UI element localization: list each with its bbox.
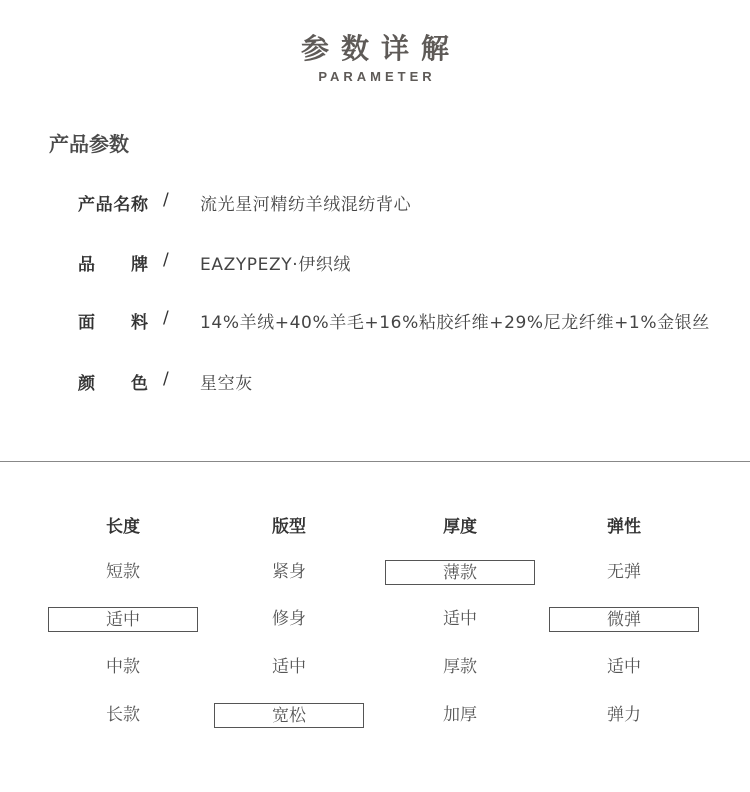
param-value: 流光星河精纺羊绒混纺背心: [200, 195, 412, 215]
attribute-option: 修身: [272, 609, 306, 629]
page-subtitle: PARAMETER: [318, 69, 436, 84]
attribute-option-selected: 适中: [48, 607, 198, 632]
attribute-header: 长度: [106, 517, 140, 537]
param-label-char: 称: [130, 195, 148, 215]
attribute-option: 加厚: [443, 705, 477, 725]
param-value: EAZYPEZY·伊织绒: [200, 255, 352, 275]
param-label-char: 品: [95, 195, 113, 215]
param-separator: /: [163, 369, 169, 389]
param-label-char: 料: [131, 313, 148, 333]
param-label-char: 产: [78, 195, 95, 215]
attribute-option: 适中: [607, 657, 641, 677]
param-label-char: 名: [113, 195, 131, 215]
param-row: [78, 369, 750, 393]
attribute-option-selected: 宽松: [214, 703, 364, 728]
attribute-option: 短款: [106, 562, 140, 582]
param-label-char: 牌: [131, 255, 148, 275]
attribute-option: 适中: [272, 657, 306, 677]
param-label: [78, 369, 148, 394]
param-separator: /: [163, 308, 169, 328]
param-value: 14%羊绒+40%羊毛+16%粘胶纤维+29%尼龙纤维+1%金银丝: [200, 313, 710, 333]
attribute-option-selected: 薄款: [385, 560, 535, 585]
page-title: 参数详解: [300, 32, 461, 65]
attribute-option: 厚款: [443, 657, 477, 677]
param-label-char: 颜: [78, 374, 95, 394]
section-heading: 产品参数: [49, 132, 129, 156]
param-row: [78, 250, 750, 274]
param-separator: /: [163, 190, 169, 210]
attribute-option-selected: 微弹: [549, 607, 699, 632]
param-label: [78, 190, 148, 215]
param-label: [78, 250, 148, 275]
param-value: 星空灰: [200, 374, 253, 394]
param-label-char: 色: [131, 374, 148, 394]
attribute-option: 中款: [106, 657, 140, 677]
attribute-header: 弹性: [607, 517, 641, 537]
attribute-option: 适中: [443, 609, 477, 629]
param-label-char: 品: [78, 255, 95, 275]
param-row: [78, 308, 750, 332]
attribute-header: 厚度: [443, 517, 477, 537]
param-row: [78, 190, 750, 214]
attribute-option: 无弹: [607, 562, 641, 582]
attribute-option: 弹力: [607, 705, 641, 725]
param-separator: /: [163, 250, 169, 270]
attribute-header: 版型: [272, 517, 306, 537]
param-label-char: 面: [78, 313, 95, 333]
divider: [0, 461, 750, 462]
attribute-option: 长款: [106, 705, 140, 725]
attribute-option: 紧身: [272, 562, 306, 582]
param-label: [78, 308, 148, 333]
